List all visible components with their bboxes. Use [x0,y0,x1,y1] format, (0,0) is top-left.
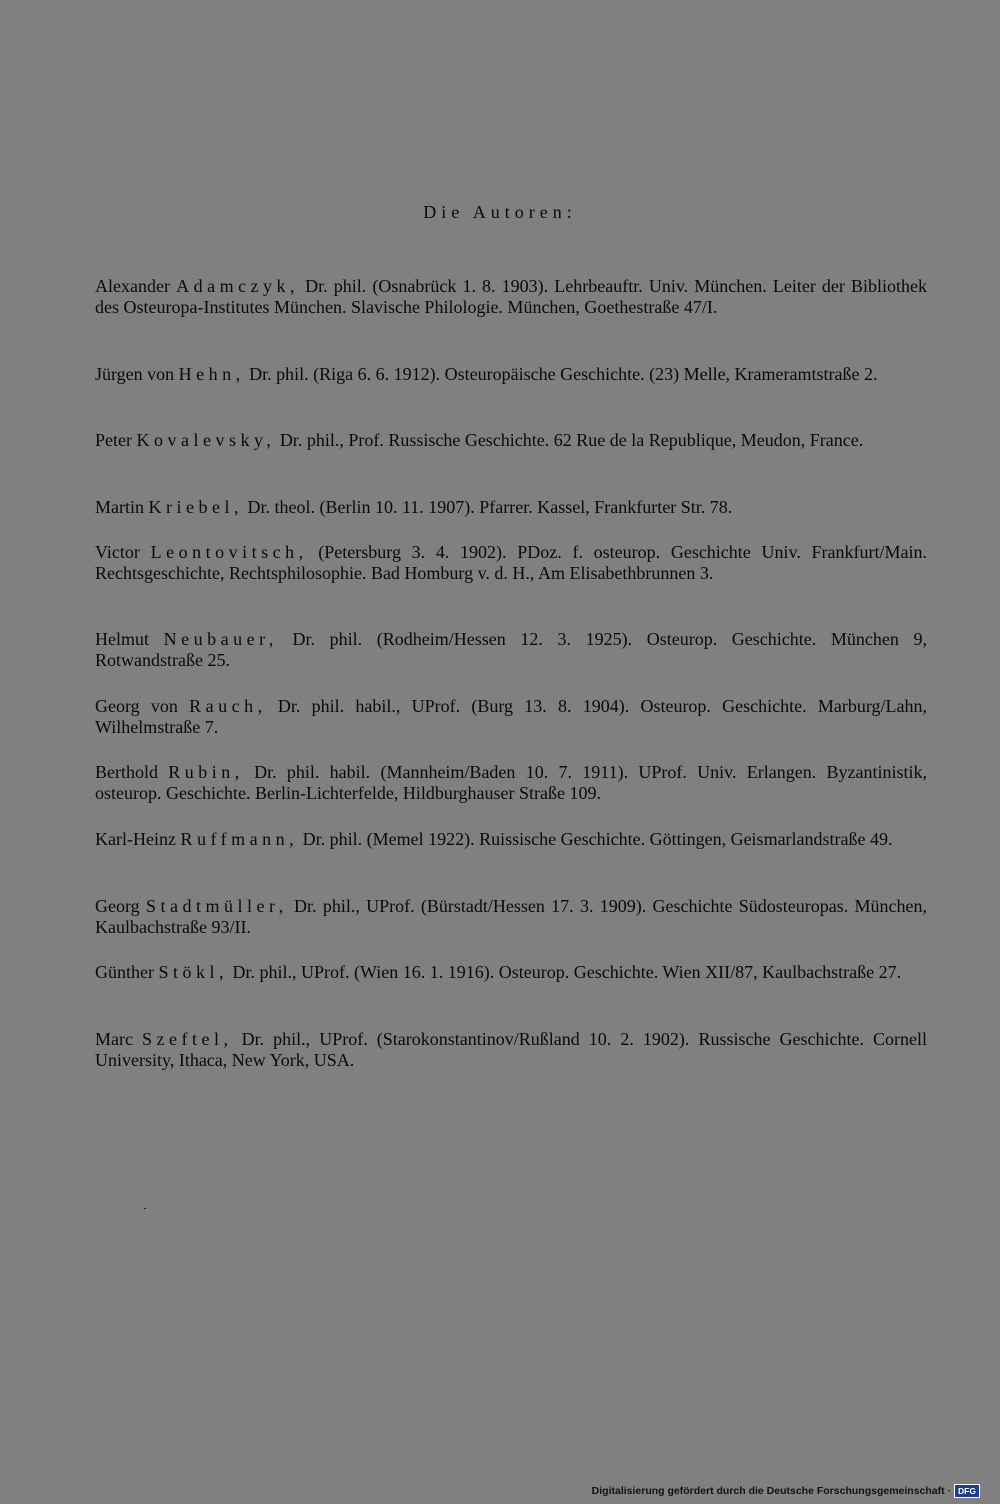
author-details: Dr. phil. habil. (Mannheim/Baden 10. 7. 1911). UProf. Univ. Erlangen. Byzantinistik, osteurop. Geschichte. Berlin-Lichterfelde, Hildburghauser Straße 109. [95,762,928,803]
author-given-name: Georg [95,896,140,916]
author-given-name: Martin [95,497,144,517]
author-surname: Szeftel, [142,1029,233,1049]
author-entry [95,364,927,385]
author-entry [95,542,927,584]
author-surname: Kovalevsky, [136,430,276,450]
author-entry [95,430,927,451]
author-surname: Hehn, [178,364,245,384]
author-entry [95,1029,927,1071]
author-entry [95,696,927,738]
author-surname: Rauch, [189,696,267,716]
author-given-name: Günther [95,962,154,982]
author-given-name: Marc [95,1029,133,1049]
author-given-name: Alexander [95,276,170,296]
author-entry [95,497,927,518]
author-surname: Ruffmann, [180,829,299,849]
author-details: (Petersburg 3. 4. 1902). PDoz. f. osteurop. Geschichte Univ. Frankfurt/Main. Rechtsgeschichte, Rechtsphilosophie. Bad Homburg v. d. H., Am Elisabethbrunnen 3. [95,542,928,583]
author-details: Dr. phil., UProf. (Bürstadt/Hessen 17. 3. 1909). Geschichte Südosteuropas. München, Kaulbachstraße 93/II. [95,896,928,937]
author-entry [95,829,927,850]
author-given-name: Helmut [95,629,149,649]
digitization-footer [592,1484,980,1498]
author-details: Dr. phil. (Rodheim/Hessen 12. 3. 1925). Osteurop. Geschichte. München 9, Rotwandstraße 25. [95,629,927,670]
dfg-logo-icon: DFG [954,1484,980,1498]
author-surname: Rubin, [168,762,244,782]
author-details: Dr. phil., Prof. Russische Geschichte. 62 Rue de la Republique, Meudon, France. [279,430,864,450]
author-details: Dr. phil. (Riga 6. 6. 1912). Osteuropäische Geschichte. (23) Melle, Krameramtstraße 2. [249,364,878,384]
author-entry [95,762,927,804]
author-entry [95,896,927,938]
author-details: Dr. phil. (Memel 1922). Ruissische Geschichte. Göttingen, Geismarlandstraße 49. [302,829,893,849]
author-entry [95,962,927,983]
author-surname: Stökl, [158,962,228,982]
author-surname: Leontovitsch, [150,542,308,562]
page-title: Die Autoren: [423,202,577,222]
author-given-name: Peter [95,430,132,450]
footer-text: Digitalisierung gefördert durch die Deutsche Forschungsgemeinschaft · [591,1485,952,1497]
author-entry [95,629,927,671]
author-given-name: Georg von [95,696,178,716]
author-surname: Kriebel, [148,497,243,517]
author-entry [95,276,927,318]
author-details: Dr. phil., UProf. (Wien 16. 1. 1916). Osteurop. Geschichte. Wien XII/87, Kaulbachstraße 27. [232,962,902,982]
author-details: Dr. phil. habil., UProf. (Burg 13. 8. 1904). Osteurop. Geschichte. Marburg/Lahn, Wilhelmstraße 7. [95,696,928,737]
author-details: Dr. phil., UProf. (Starokonstantinov/Rußland 10. 2. 1902). Russische Geschichte. Cornell University, Ithaca, New York, USA. [95,1029,928,1070]
author-details: Dr. theol. (Berlin 10. 11. 1907). Pfarrer. Kassel, Frankfurter Str. 78. [247,497,733,517]
author-given-name: Victor [95,542,140,562]
author-given-name: Berthold [95,762,158,782]
author-given-name: Karl-Heinz [95,829,176,849]
author-surname: Stadtmüller, [145,896,288,916]
scan-speck [144,1208,146,1209]
author-details: Dr. phil. (Osnabrück 1. 8. 1903). Lehrbeauftr. Univ. München. Leiter der Bibliothek des Osteuropa-Institutes München. Slavische Philologie. München, Goethestraße 47/I. [95,276,928,317]
author-surname: Neubauer, [163,629,278,649]
author-given-name: Jürgen von [95,364,175,384]
author-surname: Adamczyk, [176,276,300,296]
